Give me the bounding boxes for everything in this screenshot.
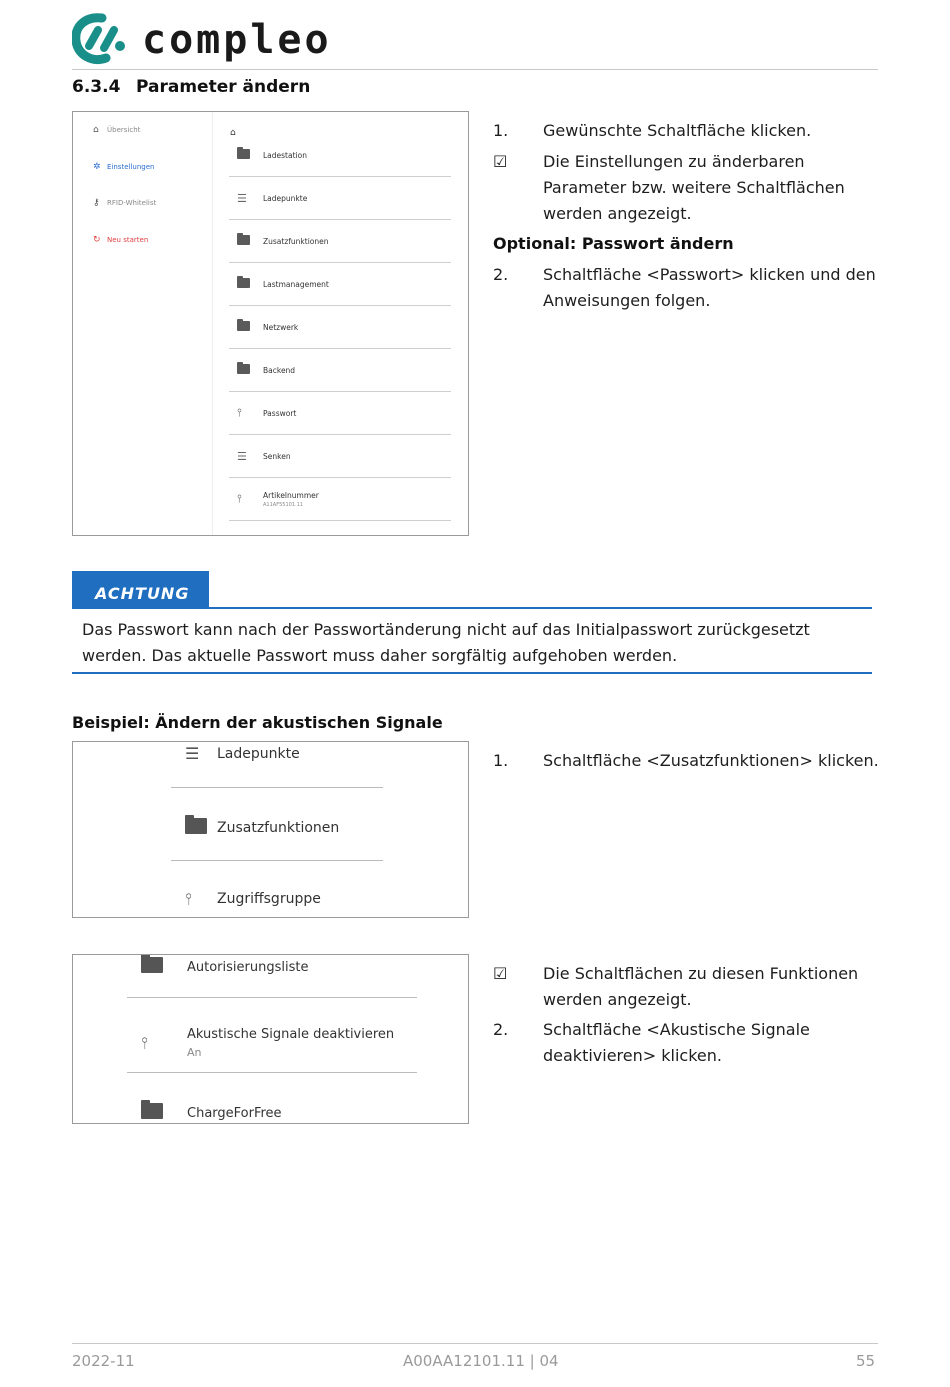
section-title: Parameter ändern [136, 77, 311, 97]
checkbox-icon: ☑ [493, 964, 508, 983]
list-item-autorisierungsliste[interactable] [127, 957, 417, 977]
list-item-label: Artikelnummer [263, 490, 319, 500]
step-1b [493, 748, 893, 774]
warning-label-text: ACHTUNG [95, 584, 190, 603]
list-item-label: Autorisierungsliste [187, 959, 309, 975]
zusatzfunktionen-screenshot [72, 741, 469, 918]
list-item-backend[interactable] [229, 349, 451, 392]
warning-label [72, 571, 209, 609]
folder-icon [141, 957, 163, 973]
list-icon: ☰ [185, 744, 200, 763]
folder-icon [237, 149, 250, 159]
list-item-label: Ladepunkte [217, 745, 300, 762]
settings-screenshot [72, 111, 469, 536]
company-logo [72, 8, 372, 66]
result-text: Die Einstellungen zu änderbaren Parameter bzw. weitere Schaltflächen werden angezeigt. [543, 152, 845, 223]
footer-doc-id: A00AA12101.11 | 04 [403, 1352, 559, 1370]
list-item-zusatzfunktionen[interactable] [171, 818, 383, 838]
step-text: Schaltfläche <Passwort> klicken und den Anweisungen folgen. [543, 265, 876, 310]
folder-icon [185, 818, 207, 834]
list-item-label: Zusatzfunktionen [217, 820, 340, 836]
list-item-zusatzfunktionen[interactable] [229, 220, 451, 263]
result-1 [493, 149, 893, 227]
list-item-label: Ladestation [263, 150, 307, 160]
warning-text: Das Passwort kann nach der Passwortänderung nicht auf das Initialpasswort zurückgesetzt werden. Das aktuelle Passwort muss daher sorgfältig aufgehoben werden. [82, 620, 810, 665]
home-icon: ⌂ [93, 125, 99, 135]
step-number: 1. [493, 751, 509, 770]
step-text: Schaltfläche <Zusatzfunktionen> klicken. [543, 751, 879, 770]
header-divider [72, 69, 878, 70]
warning-top-rule [72, 607, 872, 609]
folder-icon [141, 1103, 163, 1119]
divider [127, 997, 417, 998]
list-item-label: Passwort [263, 408, 297, 418]
list-item-label: Zugriffsgruppe [217, 891, 321, 907]
gear-icon: ✲ [93, 162, 101, 172]
warning-bottom-rule [72, 672, 872, 674]
optional-heading: Optional: Passwort ändern [493, 234, 734, 253]
sidebar-item-label: RFID-Whitelist [107, 199, 157, 207]
list-item-akustische-signale[interactable] [127, 1027, 417, 1059]
sidebar-item-restart[interactable] [93, 235, 148, 245]
folder-icon [237, 278, 250, 288]
divider [171, 787, 383, 788]
section-number: 6.3.4 [72, 77, 121, 97]
footer-divider [72, 1343, 878, 1344]
list-item-label: Netzwerk [263, 322, 299, 332]
home-icon[interactable]: ⌂ [230, 128, 236, 138]
divider [171, 860, 383, 861]
sidebar-item-rfid-whitelist[interactable] [93, 198, 156, 208]
result-text: Die Schaltflächen zu diesen Funktionen werden angezeigt. [543, 964, 859, 1009]
list-item-label: Akustische Signale deaktivieren [187, 1027, 395, 1042]
sliders-icon: ⫯ [237, 406, 242, 419]
list-item-label: Ladepunkte [263, 193, 308, 203]
sliders-icon: ⫯ [185, 889, 192, 908]
sliders-icon: ⫯ [141, 1033, 148, 1052]
list-item-label: ChargeForFree [187, 1105, 282, 1121]
list-item-senken[interactable] [229, 435, 451, 478]
list-item-chargeforfree[interactable] [127, 1103, 417, 1123]
sidebar-item-label: Übersicht [107, 126, 141, 134]
list-icon: ☰ [237, 449, 247, 463]
list-item-netzwerk[interactable] [229, 306, 451, 349]
sidebar [73, 112, 213, 535]
footer-date: 2022-11 [72, 1352, 135, 1370]
sidebar-item-label: Neu starten [107, 236, 149, 244]
sidebar-item-settings[interactable] [93, 162, 154, 172]
list-item-label: Senken [263, 451, 291, 461]
restart-icon: ↻ [93, 235, 101, 245]
list-item-ladestation[interactable] [229, 134, 451, 177]
settings-list [213, 118, 453, 530]
result-1c [493, 961, 893, 1013]
list-item-value: A11AF55101.11 [263, 501, 303, 508]
list-item-label: Lastmanagement [263, 279, 329, 289]
list-item-ladepunkte[interactable] [171, 744, 383, 763]
list-item-artikelnummer[interactable] [229, 478, 451, 521]
list-item-label: Backend [263, 365, 296, 375]
example-heading: Beispiel: Ändern der akustischen Signale [72, 713, 443, 732]
list-item-label: Zusatzfunktionen [263, 236, 329, 246]
folder-icon [237, 321, 250, 331]
step-number: 2. [493, 1020, 509, 1039]
list-item-zugriffsgruppe[interactable] [171, 889, 383, 909]
brand-name: compleo [142, 17, 332, 63]
checkbox-icon: ☑ [493, 152, 508, 171]
sidebar-item-overview[interactable] [93, 125, 140, 135]
folder-icon [237, 364, 250, 374]
footer-page-number: 55 [856, 1352, 876, 1370]
divider [127, 1072, 417, 1073]
step-text: Gewünschte Schaltfläche klicken. [543, 121, 812, 140]
folder-icon [237, 235, 250, 245]
sliders-icon: ⫯ [237, 492, 242, 505]
section-heading [72, 77, 310, 97]
step-text: Schaltfläche <Akustische Signale deaktivieren> klicken. [543, 1020, 810, 1065]
sidebar-item-label: Einstellungen [107, 163, 155, 171]
list-item-lastmanagement[interactable] [229, 263, 451, 306]
list-icon: ☰ [237, 191, 247, 205]
list-item-value: An [187, 1046, 202, 1059]
key-icon: ⚷ [93, 198, 100, 208]
akustische-signale-screenshot [72, 954, 469, 1124]
list-item-ladepunkte[interactable] [229, 177, 451, 220]
step-number: 2. [493, 265, 509, 284]
step-1 [493, 118, 893, 144]
list-item-passwort[interactable] [229, 392, 451, 435]
step-2c [493, 1017, 893, 1069]
step-number: 1. [493, 121, 509, 140]
compleo-logo-icon [72, 8, 134, 66]
step-2 [493, 262, 893, 314]
